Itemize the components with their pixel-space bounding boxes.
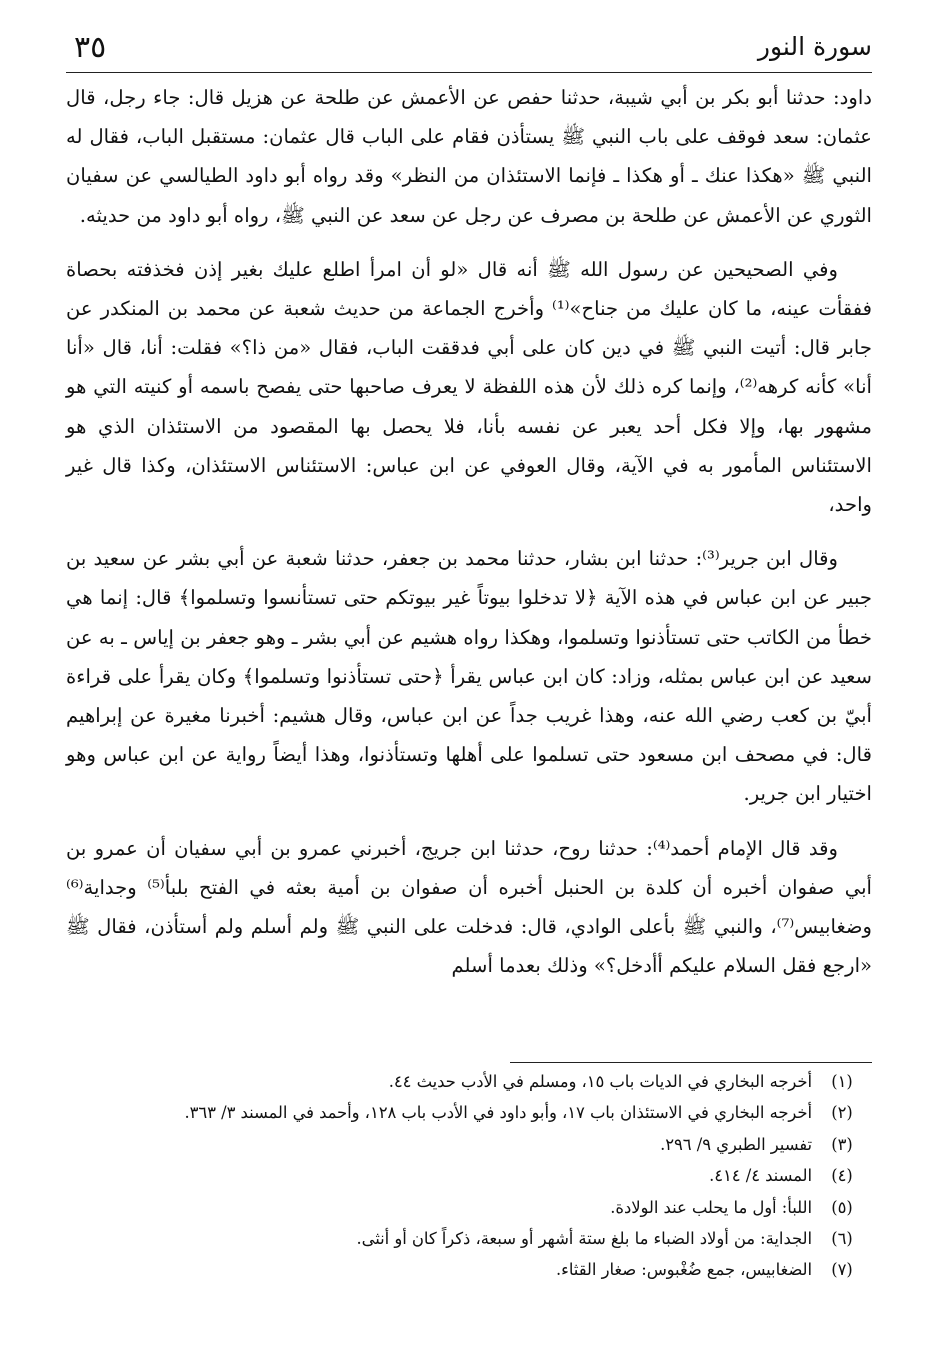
footnote-number: (٤) <box>831 1166 853 1186</box>
footnote <box>66 1129 872 1160</box>
footnote-text: الضغابيس، جمع ضُغْبوس: صغار القثاء. <box>555 1260 812 1280</box>
footnotes <box>66 1066 872 1286</box>
footnote-number: (٧) <box>831 1260 853 1280</box>
footnote-separator <box>510 1062 872 1063</box>
footnote-number: (١) <box>831 1072 853 1091</box>
footnote <box>66 1223 872 1254</box>
footnote-text: أخرجه البخاري في الاستئذان باب ١٧، وأبو داود في الأدب باب ١٢٨، وأحمد في المسند ٣/ ٣٦٣. <box>184 1103 812 1123</box>
footnote <box>66 1254 872 1285</box>
paragraph: داود: حدثنا أبو بكر بن أبي شيبة، حدثنا حفص عن الأعمش عن طلحة عن هزيل قال: جاء رجل، قال عثمان: سعد فوقف على باب النبي ﷺ يستأذن فقام على الباب قال عثمان: مستقبل الباب، فقال له النبي ﷺ «هكذا عنك ـ أو هكذا ـ فإنما الاستئذان من النظر» وقد رواه أبو داود الطيالسي عن سفيان الثوري عن الأعمش عن طلحة بن مصرف عن رجل عن سعد عن النبي ﷺ، رواه أبو داود من حديثه. <box>66 86 873 227</box>
footnote-text: تفسير الطبري ٩/ ٢٩٦. <box>660 1134 812 1154</box>
footnote <box>66 1097 872 1128</box>
footnote <box>66 1192 872 1223</box>
paragraph: وفي الصحيحين عن رسول الله ﷺ أنه قال «لو أن امرأ اطلع عليك بغير إذن فخذفته بحصاة ففقأت عينه، ما كان عليك من جناح»⁽¹⁾ وأخرج الجماعة من حديث شعبة عن محمد بن المنكدر عن جابر قال: أتيت النبي ﷺ في دين كان على أبي فدققت الباب، فقال «من ذا؟» فقلت: أنا، قال «أنا أنا» كأنه كرهه⁽²⁾، وإنما كره ذلك لأن هذه اللفظة لا يعرف صاحبها حتى يفصح باسمه أو كنيته التي هو مشهور بها، وإلا فكل أحد يعبر عن نفسه بأنا، فلا يحصل بها المقصود من الاستئذان الذي هو الاستئناس المأمور به في الآية، وقال العوفي عن ابن عباس: الاستئناس الاستئذان، وكذا قال غير واحد، <box>66 257 872 517</box>
paragraph: وقد قال الإمام أحمد⁽⁴⁾: حدثنا روح، حدثنا ابن جريج، أخبرني عمرو بن أبي سفيان أن عمرو بن أبي صفوان أخبره أن كلدة بن الحنبل أخبره أن صفوان بن أمية بعثه في الفتح بلبأ⁽⁵⁾ وجداية⁽⁶⁾ وضغابيس⁽⁷⁾، والنبي ﷺ بأعلى الوادي، قال: فدخلت على النبي ﷺ ولم أسلم ولم أستأذن، فقال ﷺ «ارجع فقل السلام عليكم أأدخل؟» وذلك بعدما أسلم <box>66 836 872 978</box>
main-text <box>66 78 872 985</box>
footnote-number: (٦) <box>831 1228 853 1248</box>
footnote <box>66 1066 872 1097</box>
footnote-number: (٢) <box>831 1103 853 1123</box>
page-number: ٣٥ <box>74 30 107 65</box>
footnote-number: (٥) <box>831 1197 853 1217</box>
footnote-text: أخرجه البخاري في الديات باب ١٥، ومسلم في الأدب حديث ٤٤. <box>388 1072 812 1091</box>
footnote-text: الجداية: من أولاد الضباء ما بلغ ستة أشهر أو سبعة، ذكراً كان أو أنثى. <box>356 1228 812 1248</box>
footnote-number: (٣) <box>831 1134 853 1154</box>
footnote <box>66 1160 872 1191</box>
page-header <box>66 28 872 73</box>
footnote-text: اللبأ: أول ما يحلب عند الولادة. <box>610 1197 812 1217</box>
footnote-text: المسند ٤/ ٤١٤. <box>709 1166 812 1186</box>
paragraph: وقال ابن جرير⁽³⁾: حدثنا ابن بشار، حدثنا محمد بن جعفر، حدثنا شعبة عن أبي بشر عن سعيد بن جبير عن ابن عباس في هذه الآية ﴿لا تدخلوا بيوتاً غير بيوتكم حتى تستأنسوا وتسلموا﴾ قال: إنما هي خطأ من الكاتب حتى تستأذنوا وتسلموا، وهكذا رواه هشيم عن أبي بشر ـ وهو جعفر بن إياس ـ به عن سعيد عن ابن عباس بمثله، وزاد: كان ابن عباس يقرأ ﴿حتى تستأذنوا وتسلموا﴾ وكان يقرأ على قراءة أبيّ بن كعب رضي الله عنه، وهذا غريب جداً عن ابن عباس، وقال هشيم: أخبرنا مغيرة عن إبراهيم قال: في مصحف ابن مسعود حتى تسلموا على أهلها وتستأذنوا، وهذا أيضاً رواية عن ابن عباس وهو اختيار ابن جرير. <box>66 547 872 806</box>
surah-title: سورة النور <box>757 32 872 61</box>
